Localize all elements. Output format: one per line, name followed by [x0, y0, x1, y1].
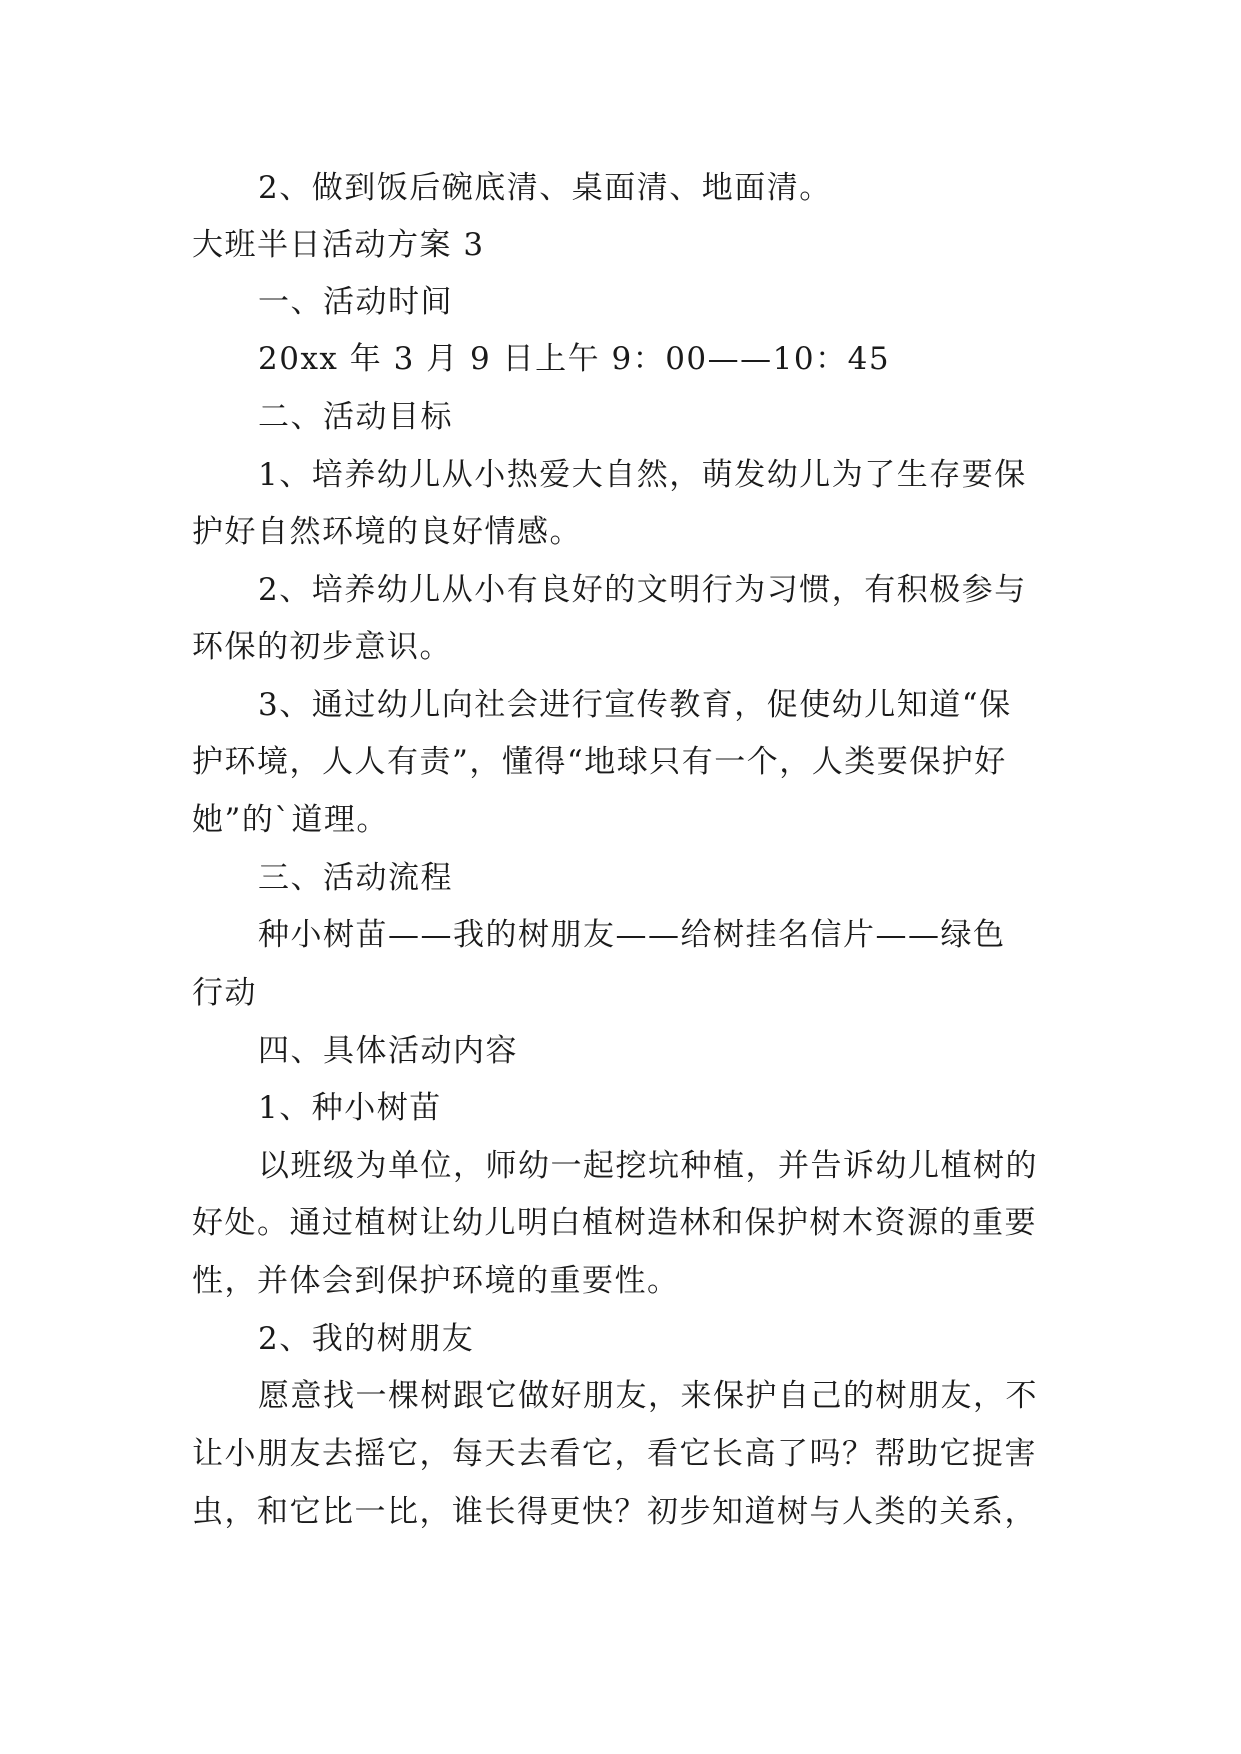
text-line: 环保的初步意识。: [192, 629, 452, 665]
text-line: 1、培养幼儿从小热爱大自然，萌发幼儿为了生存要保: [258, 457, 1027, 493]
text-line: 护环境，人人有责”，懂得“地球只有一个，人类要保护好: [192, 744, 1007, 780]
subheading: 2、我的树朋友: [258, 1321, 475, 1357]
text-line: 让小朋友去摇它，每天去看它，看它长高了吗？帮助它捉害: [192, 1436, 1037, 1472]
text-line: 好处。通过植树让幼儿明白植树造林和保护树木资源的重要: [192, 1205, 1037, 1241]
text-line: 愿意找一棵树跟它做好朋友，来保护自己的树朋友，不: [258, 1378, 1038, 1414]
text-line: 3、通过幼儿向社会进行宣传教育，促使幼儿知道“保: [258, 687, 1012, 723]
heading: 二、活动目标: [258, 399, 453, 435]
section-title: 大班半日活动方案 3: [192, 227, 485, 263]
text-line: 2、培养幼儿从小有良好的文明行为习惯，有积极参与: [258, 572, 1027, 608]
heading: 一、活动时间: [258, 284, 453, 320]
text-line: 种小树苗——我的树朋友——给树挂名信片——绿色: [258, 917, 1006, 953]
text-line: 护好自然环境的良好情感。: [192, 514, 582, 550]
text-line: 行动: [192, 975, 257, 1011]
text-line: 以班级为单位，师幼一起挖坑种植，并告诉幼儿植树的: [258, 1148, 1038, 1184]
text-line: 她”的`道理。: [192, 802, 389, 838]
heading: 四、具体活动内容: [258, 1033, 518, 1069]
heading: 三、活动流程: [258, 860, 453, 896]
text-line: 性，并体会到保护环境的重要性。: [192, 1263, 680, 1299]
text-line: 虫，和它比一比，谁长得更快？初步知道树与人类的关系，: [192, 1494, 1037, 1530]
text-line: 2、做到饭后碗底清、桌面清、地面清。: [258, 170, 832, 206]
text-line: 20xx 年 3 月 9 日上午 9：00——10：45: [258, 341, 891, 377]
subheading: 1、种小树苗: [258, 1090, 442, 1126]
